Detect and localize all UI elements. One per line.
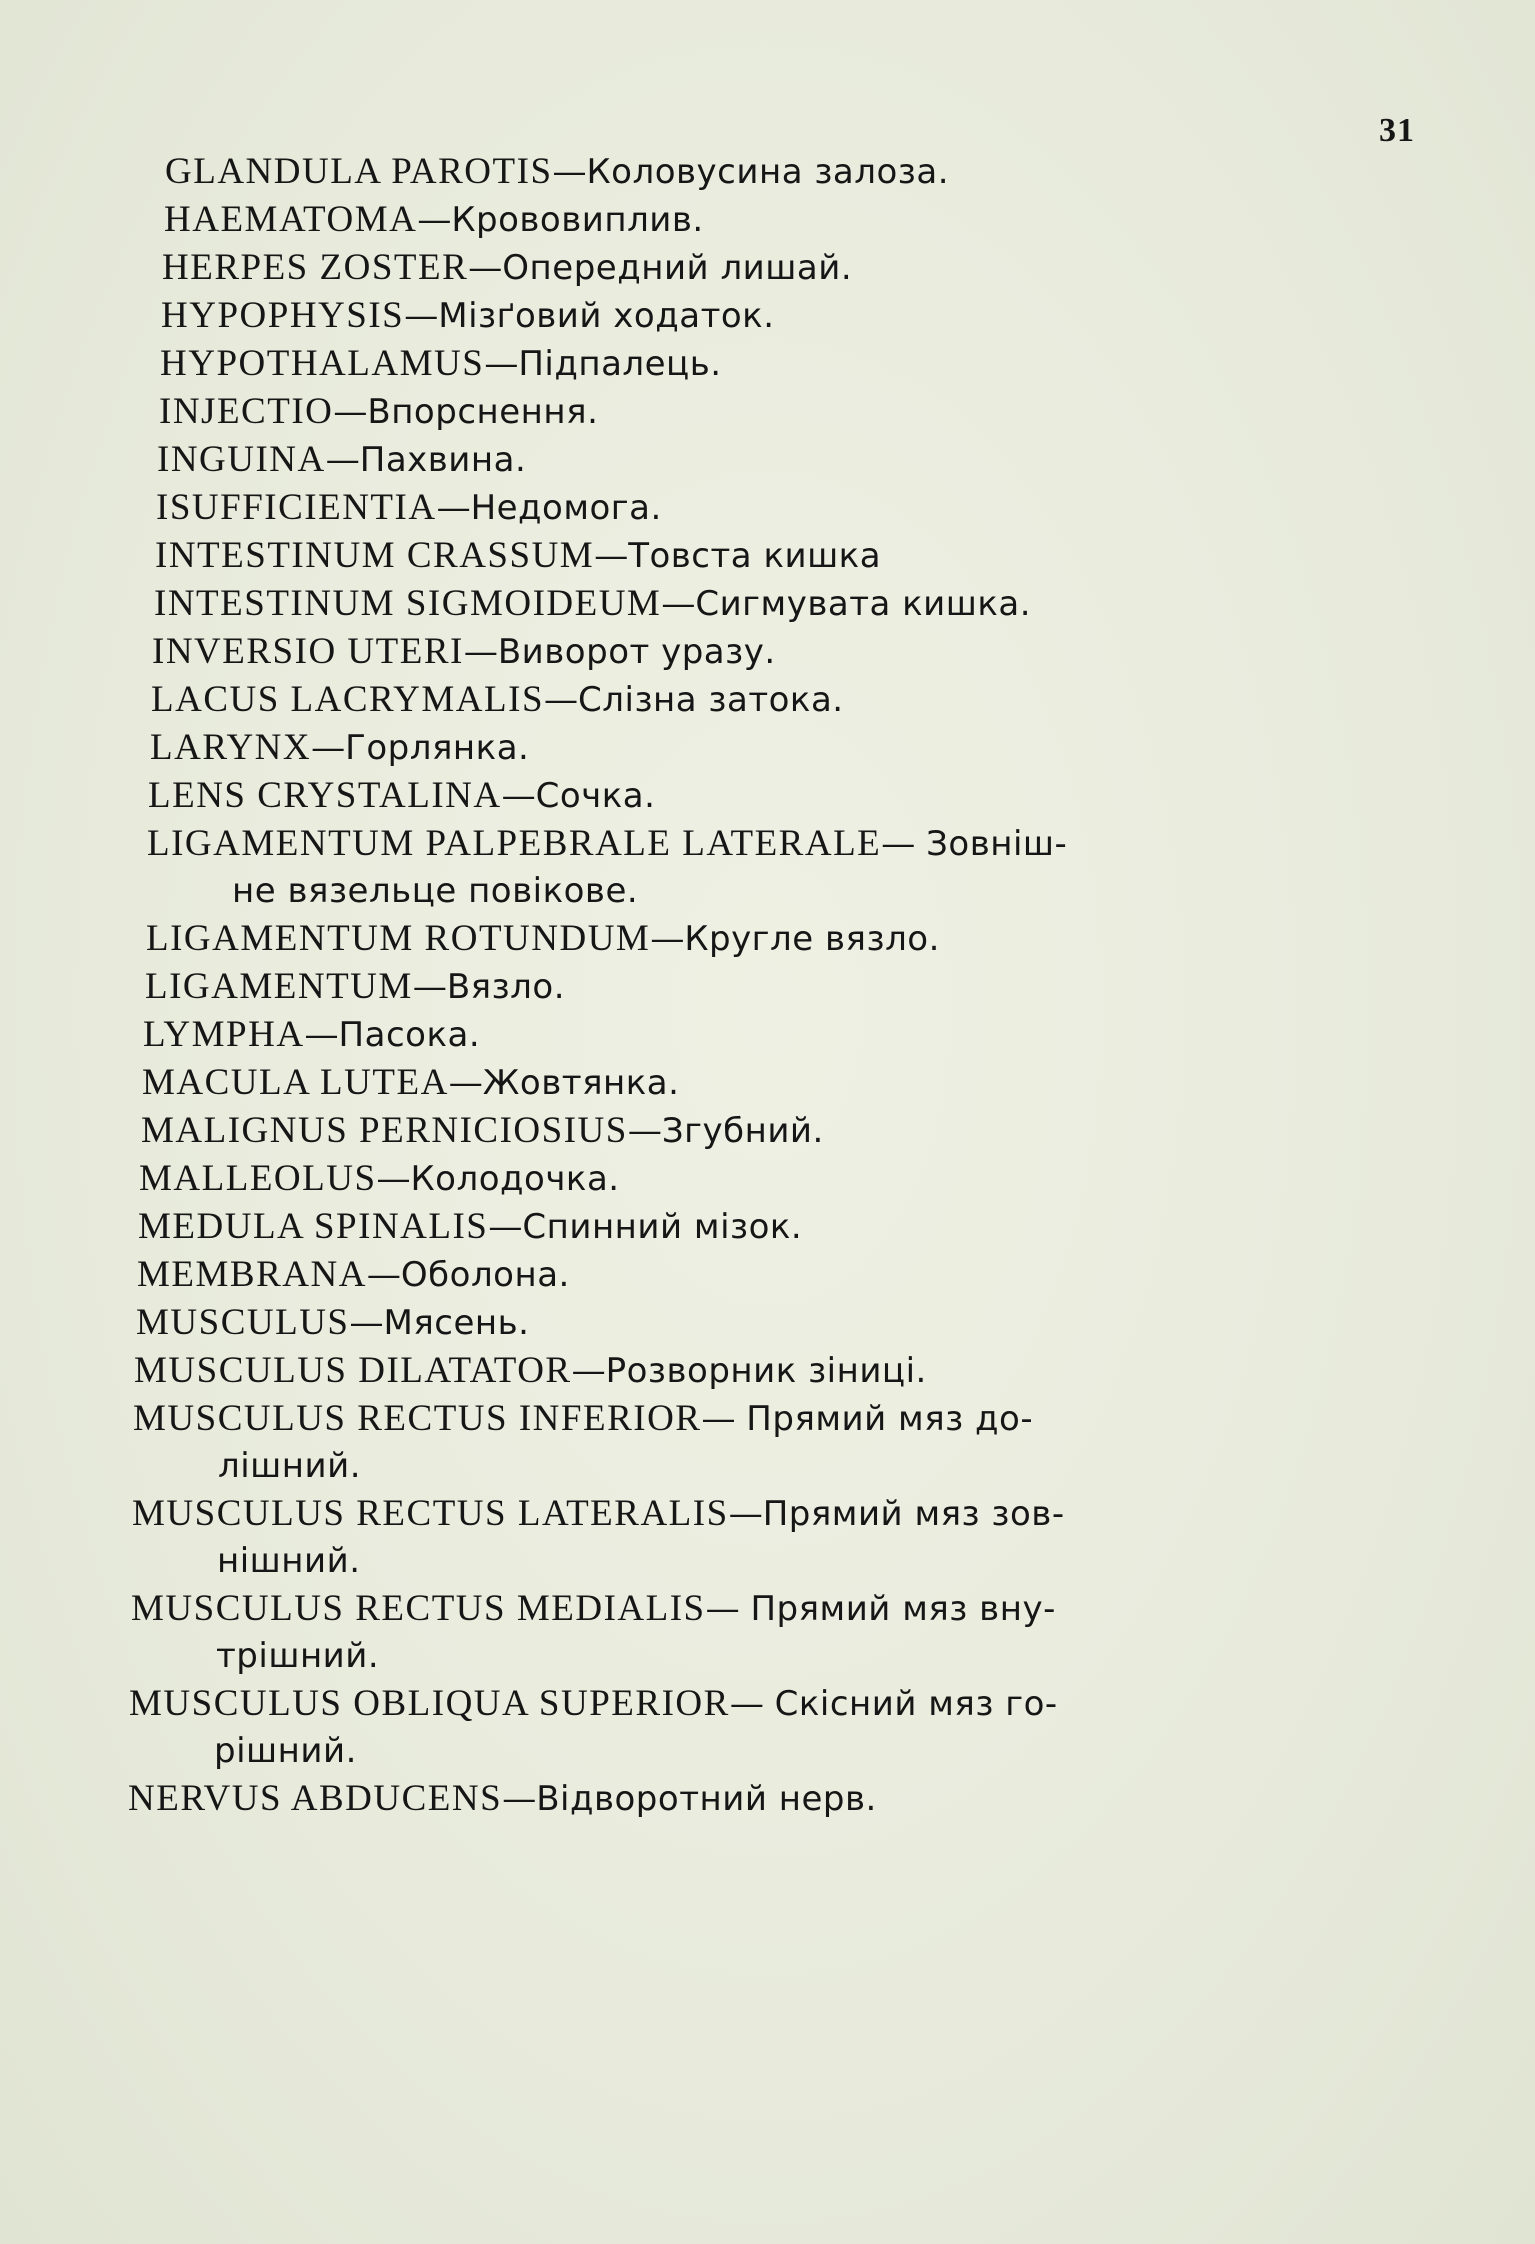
- ukrainian-translation: Впорснення.: [367, 392, 599, 432]
- latin-term: HYPOPHYSIS: [161, 295, 405, 336]
- glossary-entry: [136, 1299, 1390, 1347]
- glossary-entry: [164, 196, 1390, 244]
- dash-separator: —: [501, 776, 536, 816]
- dash-separator: —: [325, 440, 360, 480]
- latin-term: LACUS LACRYMALIS: [151, 679, 545, 720]
- ukrainian-translation: Горлянка.: [345, 728, 530, 768]
- dash-separator: —: [701, 1399, 747, 1439]
- dash-separator: —: [484, 344, 519, 384]
- ukrainian-translation: Кругле вязло.: [684, 919, 940, 959]
- ukrainian-translation: Скісний мяз го-: [774, 1684, 1058, 1724]
- dash-separator: —: [552, 152, 587, 192]
- translation-continuation: не вязельце повікове.: [232, 871, 639, 911]
- dash-separator: —: [650, 919, 685, 959]
- glossary-entries: [0, 148, 1535, 2108]
- ukrainian-translation: Прямий мяз вну-: [750, 1589, 1056, 1629]
- glossary-entry: [139, 1155, 1390, 1203]
- ukrainian-translation: Виворот уразу.: [497, 632, 776, 672]
- latin-term: LENS CRYSTALINA: [148, 775, 502, 816]
- dash-separator: —: [571, 1351, 606, 1391]
- glossary-entry: [159, 388, 1390, 436]
- glossary-entry: [151, 676, 1390, 724]
- dash-separator: —: [705, 1589, 751, 1629]
- ukrainian-translation: Коловусина залоза.: [586, 152, 950, 192]
- ukrainian-translation: Прямий мяз зов-: [762, 1494, 1065, 1534]
- ukrainian-translation: Зовніш-: [926, 824, 1068, 864]
- glossary-entry: [161, 292, 1390, 340]
- latin-term: LIGAMENTUM ROTUNDUM: [146, 918, 651, 959]
- dash-separator: —: [349, 1303, 384, 1343]
- ukrainian-translation: Крововиплив.: [451, 200, 704, 240]
- glossary-entry: [128, 1775, 1390, 1823]
- dash-separator: —: [404, 296, 439, 336]
- ukrainian-translation: Мясень.: [383, 1303, 530, 1343]
- latin-term: ISUFFICIENTIA: [156, 487, 437, 528]
- glossary-entry: [142, 1059, 1390, 1107]
- latin-term: NERVUS ABDUCENS: [128, 1778, 503, 1819]
- glossary-entry: [132, 1490, 1390, 1585]
- dash-separator: —: [311, 728, 346, 768]
- ukrainian-translation: Відворотний нерв.: [536, 1779, 877, 1819]
- dash-separator: —: [468, 248, 503, 288]
- ukrainian-translation: Згубний.: [661, 1111, 824, 1151]
- latin-term: GLANDULA PAROTIS: [165, 151, 553, 192]
- glossary-entry: [150, 724, 1390, 772]
- glossary-entry: [148, 772, 1390, 820]
- glossary-entry: [146, 915, 1390, 963]
- ukrainian-translation: Підпалець.: [518, 344, 722, 384]
- translation-continuation: лішний.: [218, 1446, 362, 1486]
- dash-separator: —: [502, 1779, 537, 1819]
- dash-separator: —: [412, 967, 447, 1007]
- latin-term: INGUINA: [157, 439, 326, 480]
- latin-term: MALIGNUS PERNICIOSIUS: [141, 1110, 628, 1151]
- glossary-entry: [143, 1011, 1390, 1059]
- glossary-entry: [157, 436, 1390, 484]
- glossary-entry: [154, 580, 1390, 628]
- glossary-entry: [160, 340, 1390, 388]
- glossary-entry: [133, 1395, 1390, 1490]
- glossary-entry: [155, 532, 1390, 580]
- ukrainian-translation: Сочка.: [535, 776, 656, 816]
- latin-term: INVERSIO UTERI: [152, 631, 464, 672]
- ukrainian-translation: Прямий мяз до-: [746, 1399, 1034, 1439]
- latin-term: MUSCULUS RECTUS MEDIALIS: [131, 1588, 706, 1629]
- glossary-entry: [131, 1585, 1390, 1680]
- latin-term: MUSCULUS OBLIQUA SUPERIOR: [129, 1683, 730, 1724]
- dash-separator: —: [304, 1015, 339, 1055]
- latin-term: LIGAMENTUM PALPEBRALE LATERALE: [147, 823, 882, 864]
- dash-separator: —: [594, 536, 629, 576]
- glossary-entry: [156, 484, 1390, 532]
- glossary-entry: [162, 244, 1390, 292]
- latin-term: INTESTINUM SIGMOIDEUM: [154, 583, 662, 624]
- dash-separator: —: [728, 1494, 763, 1534]
- dash-separator: —: [366, 1255, 401, 1295]
- ukrainian-translation: Сигмувата кишка.: [695, 584, 1032, 624]
- dash-separator: —: [448, 1063, 483, 1103]
- dash-separator: —: [463, 632, 498, 672]
- glossary-entry: [137, 1251, 1390, 1299]
- ukrainian-translation: Мізґовий ходаток.: [438, 296, 775, 336]
- latin-term: LARYNX: [150, 727, 312, 768]
- ukrainian-translation: Слізна затока.: [578, 680, 844, 720]
- dash-separator: —: [488, 1207, 523, 1247]
- ukrainian-translation: Жовтянка.: [482, 1063, 680, 1103]
- latin-term: MUSCULUS DILATATOR: [134, 1350, 572, 1391]
- dash-separator: —: [436, 488, 471, 528]
- ukrainian-translation: Вязло.: [446, 967, 566, 1007]
- glossary-entry: [152, 628, 1390, 676]
- ukrainian-translation: Пасока.: [338, 1015, 481, 1055]
- ukrainian-translation: Оболона.: [400, 1255, 570, 1295]
- glossary-entry: [134, 1347, 1390, 1395]
- ukrainian-translation: Недомога.: [470, 488, 662, 528]
- latin-term: HYPOTHALAMUS: [160, 343, 485, 384]
- latin-term: HERPES ZOSTER: [162, 247, 469, 288]
- translation-continuation: нішний.: [217, 1541, 361, 1581]
- latin-term: LIGAMENTUM: [145, 966, 413, 1007]
- latin-term: HAEMATOMA: [164, 199, 418, 240]
- dash-separator: —: [544, 680, 579, 720]
- latin-term: MALLEOLUS: [139, 1158, 377, 1199]
- dash-separator: —: [729, 1684, 775, 1724]
- ukrainian-translation: Колодочка.: [410, 1159, 620, 1199]
- translation-continuation: рішний.: [214, 1731, 357, 1771]
- dash-separator: —: [376, 1159, 411, 1199]
- translation-continuation: трішний.: [216, 1636, 380, 1676]
- latin-term: MEMBRANA: [137, 1254, 367, 1295]
- ukrainian-translation: Пахвина.: [359, 440, 527, 480]
- dash-separator: —: [417, 200, 452, 240]
- glossary-entry: [138, 1203, 1390, 1251]
- latin-term: INTESTINUM CRASSUM: [155, 535, 595, 576]
- latin-term: MUSCULUS RECTUS LATERALIS: [132, 1493, 729, 1534]
- latin-term: MACULA LUTEA: [142, 1062, 449, 1103]
- glossary-entry: [145, 963, 1390, 1011]
- glossary-entry: [141, 1107, 1390, 1155]
- glossary-entry: [129, 1680, 1390, 1775]
- glossary-entry: [165, 148, 1390, 196]
- latin-term: INJECTIO: [159, 391, 334, 432]
- ukrainian-translation: Розворник зіниці.: [605, 1351, 927, 1391]
- ukrainian-translation: Товста кишка: [628, 536, 882, 576]
- page-number: 31: [1379, 112, 1415, 149]
- latin-term: MUSCULUS: [136, 1302, 350, 1343]
- latin-term: LYMPHA: [143, 1014, 305, 1055]
- ukrainian-translation: Оперeдний лишай.: [502, 248, 853, 288]
- dash-separator: —: [881, 824, 927, 864]
- dash-separator: —: [333, 392, 368, 432]
- dash-separator: —: [627, 1111, 662, 1151]
- dash-separator: —: [661, 584, 696, 624]
- latin-term: MUSCULUS RECTUS INFERIOR: [133, 1398, 702, 1439]
- ukrainian-translation: Спинний мізок.: [522, 1207, 803, 1247]
- glossary-entry: [147, 820, 1390, 915]
- latin-term: MEDULA SPINALIS: [138, 1206, 489, 1247]
